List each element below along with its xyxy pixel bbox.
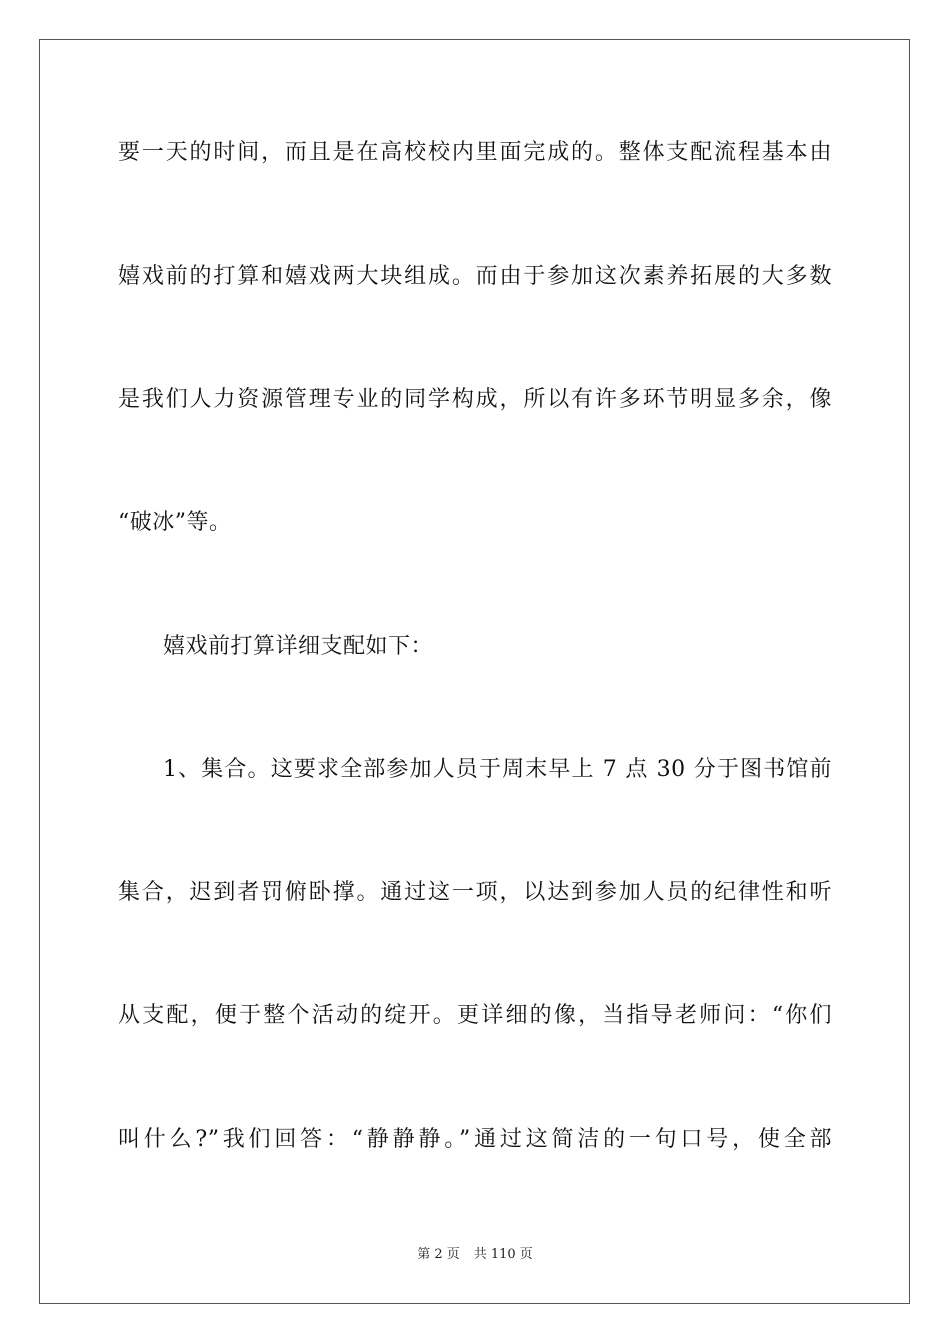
- text-line-4: “破冰”等。: [118, 510, 232, 535]
- text-line-6: 1、集合。这要求全部参加人员于周末早上 7 点 30 分于图书馆前: [163, 757, 832, 782]
- text-line-8: 从支配，便于整个活动的绽开。更详细的像，当指导老师问：“你们: [118, 1003, 832, 1028]
- section-heading-line: 嬉戏前打算详细支配如下：: [163, 634, 434, 659]
- text-line-7: 集合，迟到者罚俯卧撑。通过这一项，以达到参加人员的纪律性和听: [118, 880, 832, 905]
- text-line-3: 是我们人力资源管理专业的同学构成，所以有许多环节明显多余，像: [118, 387, 832, 412]
- page-total: 共 110 页: [473, 1247, 533, 1262]
- page-number: 第 2 页: [417, 1247, 460, 1262]
- text-line-9: 叫什么?”我们回答：“静静静。”通过这简洁的一句口号，使全部: [118, 1127, 832, 1152]
- text-line-1: 要一天的时间，而且是在高校校内里面完成的。整体支配流程基本由: [118, 140, 832, 165]
- text-line-2: 嬉戏前的打算和嬉戏两大块组成。而由于参加这次素养拓展的大多数: [118, 264, 832, 289]
- page-footer: [0, 1246, 950, 1264]
- page-border: [39, 39, 910, 1304]
